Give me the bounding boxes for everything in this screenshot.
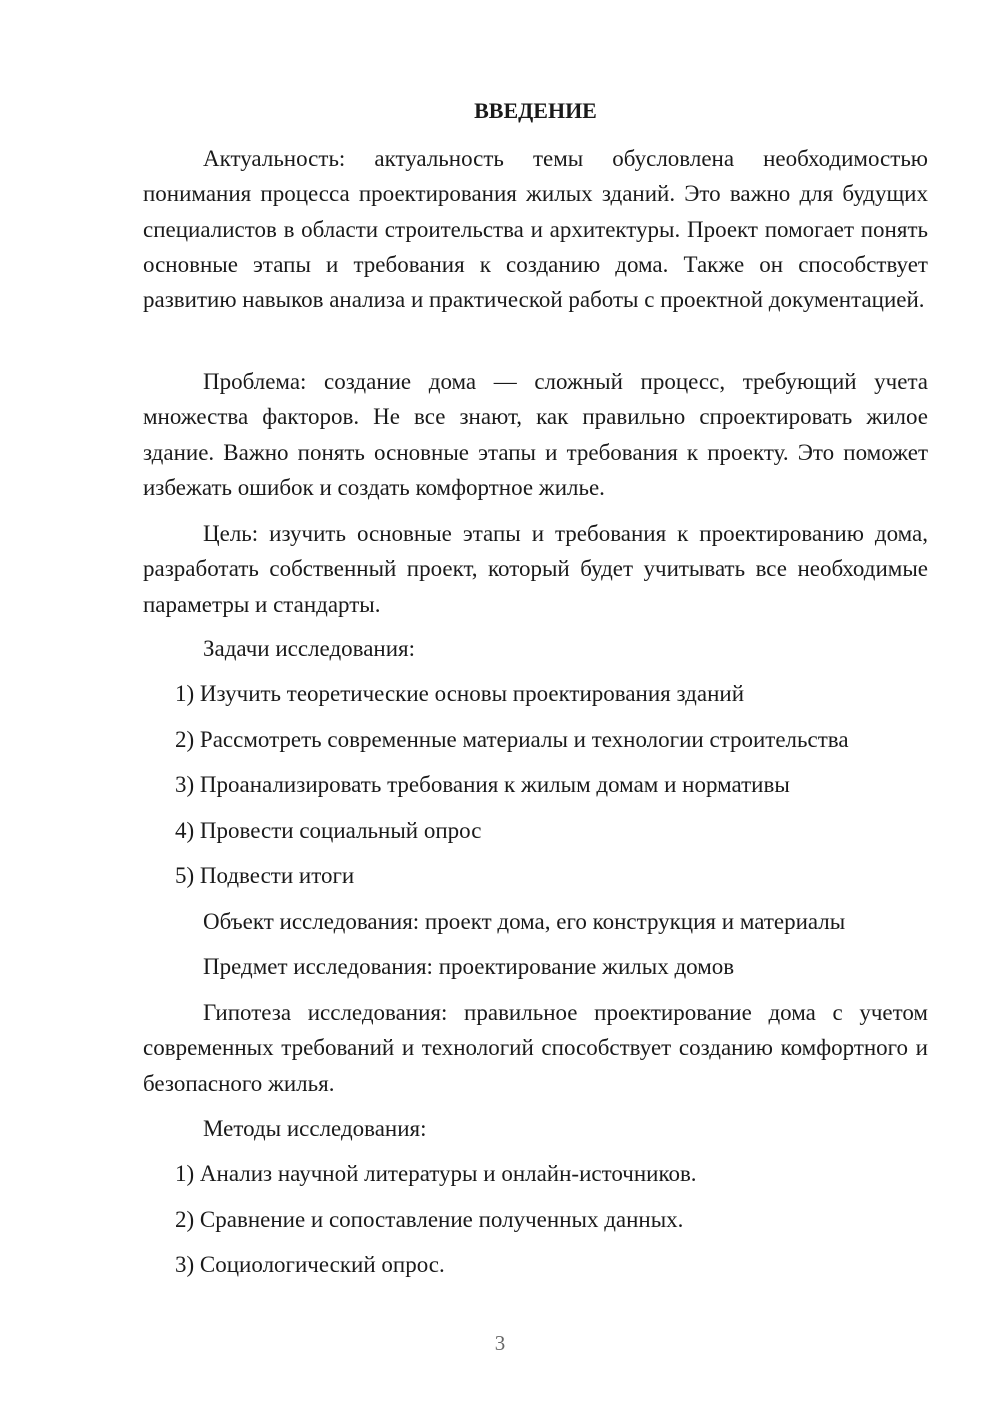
methods-heading: Методы исследования: <box>203 1116 427 1141</box>
tasks-heading: Задачи исследования: <box>203 636 416 661</box>
goal-paragraph: Цель: изучить основные этапы и требования к проектированию дома, разработать собственный проект, который будет учитывать все необходимые параметры и стандарты. <box>143 521 928 617</box>
method-item-1: 1) Анализ научной литературы и онлайн-источников. <box>175 1161 697 1186</box>
research-subject: Предмет исследования: проектирование жилых домов <box>203 954 735 979</box>
research-object: Объект исследования: проект дома, его конструкция и материалы <box>203 909 846 934</box>
task-item-5: 5) Подвести итоги <box>175 863 355 888</box>
task-item-1: 1) Изучить теоретические основы проектирования зданий <box>175 681 745 706</box>
relevance-paragraph: Актуальность: актуальность темы обусловлена необходимостью понимания процесса проектирования жилых зданий. Это важно для будущих специалистов в области строительства и архитектуры. Проект помогает понять основные этапы и требования к созданию дома. Также он способствует развитию навыков анализа и практической работы с проектной документацией. <box>143 146 928 313</box>
page-title: ВВЕДЕНИЕ <box>474 98 597 123</box>
method-item-3: 3) Социологический опрос. <box>175 1252 445 1277</box>
task-item-4: 4) Провести социальный опрос <box>175 818 482 843</box>
problem-paragraph: Проблема: создание дома — сложный процесс, требующий учета множества факторов. Не все знают, как правильно спроектировать жилое здание. Важно понять основные этапы и требования к проекту. Это поможет избежать ошибок и создать комфортное жилье. <box>143 369 928 500</box>
method-item-2: 2) Сравнение и сопоставление полученных данных. <box>175 1207 684 1232</box>
task-item-2: 2) Рассмотреть современные материалы и технологии строительства <box>175 727 849 752</box>
hypothesis-paragraph: Гипотеза исследования: правильное проектирование дома с учетом современных требований и технологий способствует созданию комфортного и безопасного жилья. <box>143 1000 928 1096</box>
task-item-3: 3) Проанализировать требования к жилым домам и нормативы <box>175 772 790 797</box>
page-number: 3 <box>494 1331 506 1355</box>
